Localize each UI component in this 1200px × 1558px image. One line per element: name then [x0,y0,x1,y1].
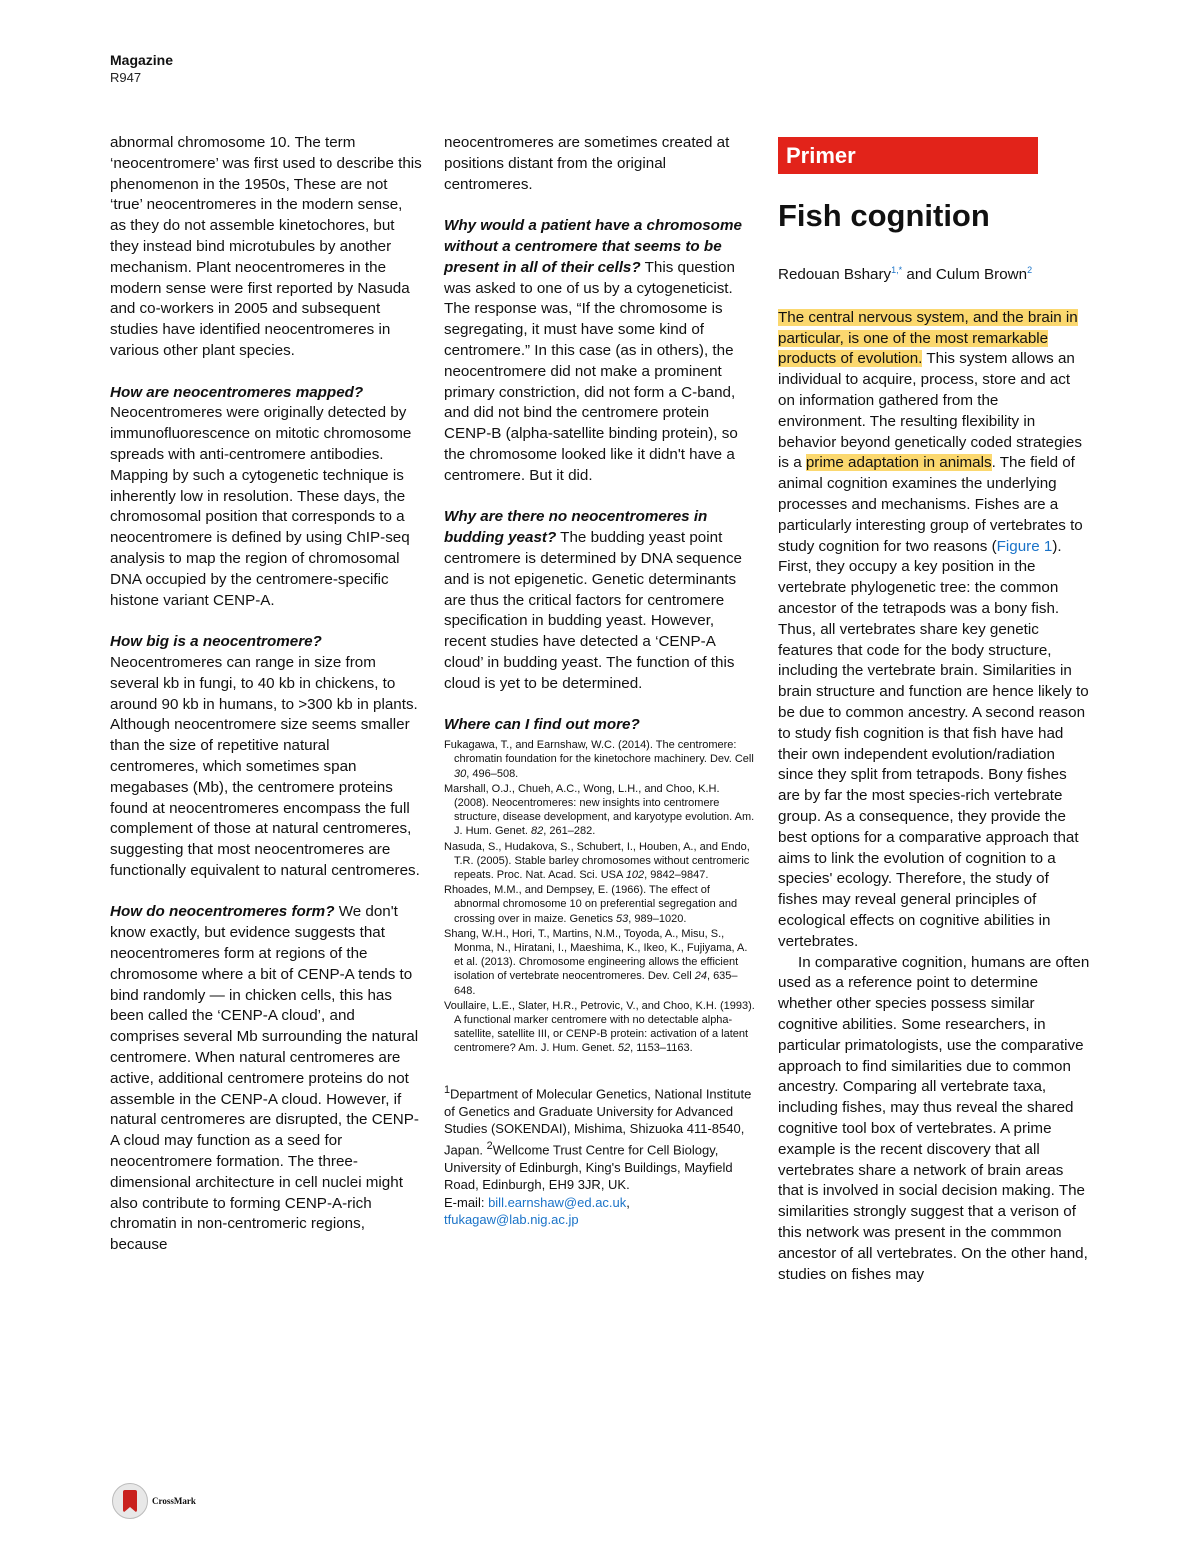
reference-item: Marshall, O.J., Chueh, A.C., Wong, L.H., and Choo, K.H. (2008). Neocentromeres: new insights into centromere structure, disease development, and karyotype evolution. Am. J. Hum. Genet. 82, 261–282. [444,782,755,838]
crossmark-label: CrossMark [152,1496,196,1506]
figure-link[interactable]: Figure 1 [996,537,1053,555]
author-name: Redouan Bshary [778,266,892,284]
column-middle [444,133,756,1229]
references-heading: Where can I find out more? [444,716,640,734]
affiliations: $^1$Department of Molecular Genetics, National Institute of Genetics and Graduate University for Advanced Studies (SOKENDAI), Mishima, Shizuoka 411-8540, Japan. $^2$Wellcome Trust Centre for Cell Biology, University of Edinburgh, King's Buildings, Mayfield Road, Edinburgh, EH9 3JR, UK. E-mail: bill.earnshaw@ed.ac.uk, tfukagaw@lab.nig.ac.jp [444,1083,752,1228]
paragraph: The central nervous system, and the brain in particular, is one of the most remarkable products of evolution. This system allows an individual to acquire, process, store and act on information gathered from the environment. The resulting flexibility in behavior beyond genetically coded strategies is a prime adaptation in animals. The field of animal cognition examines the underlying processes and mechanisms. Fishes are a particularly interesting group of vertebrates to study cognition for two reasons (Figure 1). First, they occupy a key position in the vertebrate phylogenetic tree: the common ancestor of the tetrapods was a bony fish. Thus, all vertebrates share key genetic features that code for the body structure, including the vertebrate brain. Similarities in brain structure and function are hence likely to be due to common ancestry. A second reason to study fish cognition is that fish have had their own independent evolution/radiation since they split from tetrapods. Bony fishes are by far the most species-rich vertebrate group. As a consequence, they provide the best options for a comparative approach that aims to link the evolution of cognition to a species' ecology. Therefore, the study of fishes may reveal general principles of ecological effects on cognitive abilities in vertebrates. [778,308,1089,950]
paragraph: In comparative cognition, humans are often used as a reference point to determine whether other species possess similar cognitive abilities. Some researchers, in particular primatologists, use the comparative approach to find similarities due to common ancestry. Comparing all vertebrate taxa, including fishes, may thus reveal the shared cognitive tool box of vertebrates. A prime example is the recent discovery that all vertebrates share a network of brain areas that is involved in social decision making. The similarities strongly suggest that a verison of this network was present in the commmon ancestor of all vertebrates. On the other hand, studies on fishes may [778,953,1090,1283]
paragraph [110,902,422,1256]
answer-text: Neocentromeres can range in size from several kb in fungi, to 40 kb in chickens, to around 90 kb in humans, to >300 kb in plants. Although neocentromere size seems smaller than the size of repetitive natural centromeres, which sometimes span megabases (Mb), the centromere proteins found at neocentromeres encompass the full complement of those at natural centromeres, suggesting that most neocentromeres are functionally equivalent to natural centromeres. [110,653,420,879]
question-heading: Why are there no neocentromeres in budding yeast? [444,508,708,547]
reference-item: Fukagawa, T., and Earnshaw, W.C. (2014). The centromere: chromatin foundation for the kinetochore machinery. Dev. Cell 30, 496–508. [444,739,754,780]
crossmark-badge[interactable] [112,1483,196,1519]
primer-banner: Primer [778,137,1038,174]
references-list [444,738,756,1055]
author-line: Redouan Bshary$^{1,*}$ and Culum Brown$^2$ [778,265,1033,284]
question-heading: How big is a neocentromere? [110,633,322,651]
paragraph: abnormal chromosome 10. The term ‘neocentromere’ was first used to describe this phenomenon in the 1950s, These are not ‘true’ neocentromeres in the modern sense, as they do not assemble kinetochores, but they instead bind microtubules by another mechanism. Plant neocentromeres in the modern sense were first reported by Nasuda and co-workers in 2005 and subsequent studies have identified neocentromeres in various other plant species. [110,134,422,359]
paragraph [110,632,422,882]
answer-text: Neocentromeres were originally detected by immunofluorescence on mitotic chromosome spreads with anti-centromere antibodies. Mapping by such a cytogenetic technique is inherently low in resolution. These days, the chromosomal position that corresponds to a neocentromere is defined by using ChIP-seq analysis to map the region of chromosomal DNA occupied by the centromere-specific histone variant CENP-A. [110,404,412,609]
email-label: E-mail: [444,1194,489,1210]
reference-item: Nasuda, S., Hudakova, S., Schubert, I., Houben, A., and Endo, T.R. (2005). Stable barley chromosomes without centromeric repeats. Proc. Nat. Acad. Sci. USA 102, 9842–9847. [444,840,750,881]
column-right [778,137,1090,1285]
highlighted-text: The central nervous system, and the brain in particular, is one of the most remarkable products of evolution. [778,308,1078,368]
answer-text: We don't know exactly, but evidence suggests that neocentromeres form at regions of the chromosome where a bit of CENP-A tends to bind randomly — in chicken cells, this has been called the ‘CENP-A cloud’, and comprises several Mb surrounding the natural centromere. When natural centromeres are active, additional centromere proteins do not assemble in the CENP-A cloud. However, if natural centromeres are disrupted, the CENP-A cloud may function as a seed for neocentromere formation. The three-dimensional architecture in cell nuclei might also contribute to forming CENP-A-rich chromatin in non-centromeric regions, because [110,903,419,1254]
page-number: R947 [110,70,142,85]
email-link-earnshaw[interactable]: bill.earnshaw@ed.ac.uk [488,1194,627,1210]
question-heading: Why would a patient have a chromosome without a centromere that seems to be present in all of their cells? [444,217,742,276]
author-name: and Culum Brown [902,266,1028,284]
paragraph [444,507,756,694]
column-left [110,133,422,1256]
crossmark-icon [112,1483,148,1519]
answer-text: This question was asked to one of us by a cytogeneticist. The response was, “If the chromosome is segregating, it must have some kind of centromere.” In this case (as in others), the neocentromere did not make a prominent primary constriction, did not form a C-band, and did not bind the centromere protein CENP-B (alpha-satellite binding protein), so the chromosome looked like it didn't have a centromere. But it did. [444,258,738,484]
reference-item: Shang, W.H., Hori, T., Martins, N.M., Toyoda, A., Misu, S., Monma, N., Hiratani, I., Maeshima, K., Ikeo, K., Fujiyama, A. et al. (2013). Chromosome engineering allows the efficient isolation of vertebrate neocentromeres. Dev. Cell 24, 635–648. [444,927,748,997]
paragraph: neocentromeres are sometimes created at positions distant from the original centromeres. [444,134,730,193]
article-title: Fish cognition [778,198,990,233]
paragraph [110,383,422,612]
highlighted-text: prime adaptation in animals [805,454,992,472]
reference-item: Voullaire, L.E., Slater, H.R., Petrovic, V., and Choo, K.H. (1993). A functional marker centromere with no detectable alpha-satellite, satellite III, or CENP-B protein: activation of a latent centromere? Am. J. Hum. Genet. 52, 1153–1163. [444,999,755,1055]
answer-text: The budding yeast point centromere is determined by DNA sequence and is not epigenetic. Genetic determinants are thus the critical factors for centromere specification in budding yeast. However, recent studies have detected a ‘CENP-A cloud’ in budding yeast. The function of this cloud is yet to be determined. [444,529,742,692]
magazine-header [110,52,173,86]
question-heading: How are neocentromeres mapped? [110,383,364,401]
question-heading: How do neocentromeres form? [110,903,335,921]
email-link-fukagawa[interactable]: tfukagaw@lab.nig.ac.jp [444,1212,579,1228]
paragraph [444,216,756,486]
reference-item: Rhoades, M.M., and Dempsey, E. (1966). The effect of abnormal chromosome 10 on preferential segregation and crossing over in maize. Genetics 53, 989–1020. [444,884,738,925]
magazine-title: Magazine [110,52,174,68]
